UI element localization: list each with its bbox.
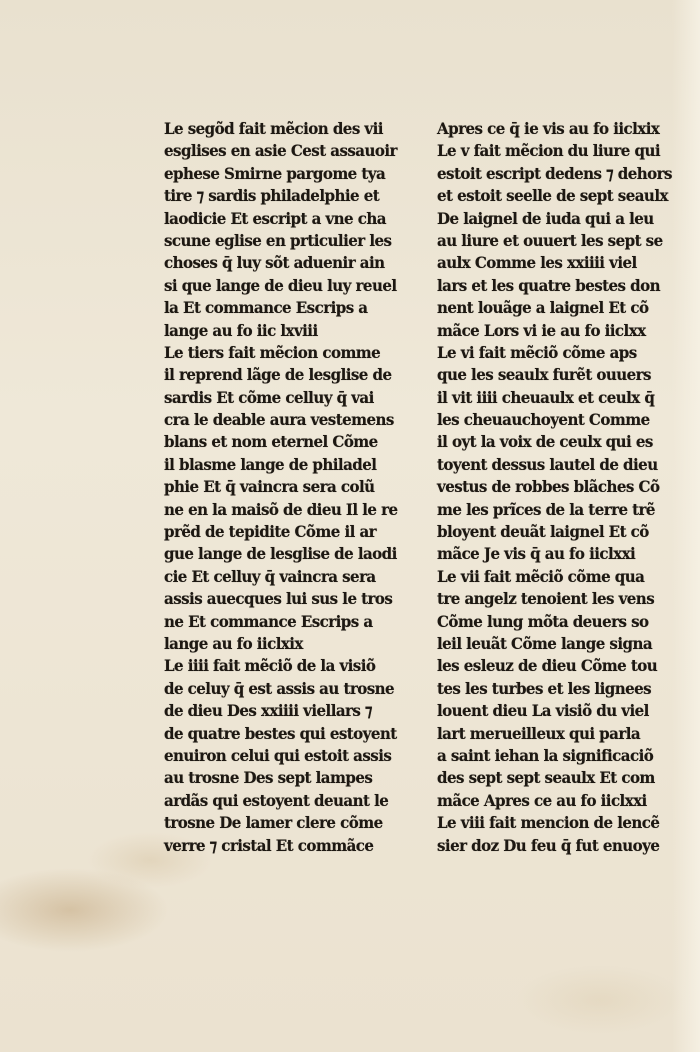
text-line: de celuy q̄ est assis au trosne	[164, 678, 395, 698]
text-line: des sept sept seaulx Et com	[437, 768, 655, 788]
text-line: cra le deable aura vestemens	[164, 410, 394, 430]
text-line: de quatre bestes qui estoyent	[164, 723, 397, 743]
text-line: la Et commance Escrips a	[164, 298, 368, 318]
text-line: et estoit seelle de sept seaulx	[437, 186, 668, 206]
text-line: gue lange de lesglise de laodi	[164, 544, 397, 564]
text-line: les cheuauchoyent Comme	[437, 410, 650, 430]
text-line: a saint iehan la significaciõ	[437, 745, 654, 765]
text-line: phie Et q̄ vaincra sera colũ	[164, 477, 375, 497]
text-line: les esleuz de dieu Cõme tou	[437, 656, 658, 676]
text-line: ardãs qui estoyent deuant le	[164, 790, 389, 810]
text-line: De laignel de iuda qui a leu	[437, 208, 654, 228]
text-line: vestus de robbes blãches Cõ	[437, 477, 660, 497]
text-line: enuiron celui qui estoit assis	[164, 745, 392, 765]
text-line: sier doz Du feu q̄ fut enuoye	[437, 835, 660, 855]
text-line: ne Et commance Escrips a	[164, 611, 373, 631]
text-line: tre angelz tenoient les vens	[437, 589, 655, 609]
right-text-column	[437, 118, 672, 857]
text-line: lange au fo iic lxviii	[164, 320, 318, 340]
text-line: Le vi fait mẽciõ cõme aps	[437, 342, 637, 362]
text-line: lars et les quatre bestes don	[437, 275, 661, 295]
text-line: laodicie Et escript a vne cha	[164, 208, 386, 228]
text-line: si que lange de dieu luy reuel	[164, 275, 397, 295]
text-line: Le viii fait mencion de lencẽ	[437, 813, 660, 833]
text-line: blans et nom eternel Cõme	[164, 432, 378, 452]
text-line: ne en la maisõ de dieu Il le re	[164, 499, 398, 519]
text-line: assis auecques lui sus le tros	[164, 589, 393, 609]
text-line: scune eglise en prticulier les	[164, 230, 392, 250]
text-line: mãce Lors vi ie au fo iiclxx	[437, 320, 646, 340]
text-line: Cõme lung mõta deuers so	[437, 611, 649, 631]
text-line: Le segõd fait mẽcion des vii	[164, 119, 383, 138]
text-line: nent louãge a laignel Et cõ	[437, 298, 649, 318]
text-line: il vit iiii cheuaulx et ceulx q̄	[437, 387, 655, 407]
text-line: estoit escript dedens ⁊ dehors	[437, 163, 672, 183]
text-line: prẽd de tepidite Cõme il ar	[164, 522, 377, 542]
text-line: il blasme lange de philadel	[164, 454, 377, 474]
text-line: me les prĩces de la terre trẽ	[437, 499, 655, 519]
text-line: il reprend lãge de lesglise de	[164, 365, 392, 385]
text-line: cie Et celluy q̄ vaincra sera	[164, 566, 376, 586]
text-line: au trosne Des sept lampes	[164, 768, 373, 788]
text-line: Le vii fait mẽciõ cõme qua	[437, 566, 645, 586]
text-line: ephese Smirne pargome tya	[164, 163, 386, 183]
text-line: lart merueilleux qui parla	[437, 723, 641, 743]
text-line: tire ⁊ sardis philadelphie et	[164, 186, 380, 206]
text-line: verre ⁊ cristal Et commãce	[164, 835, 374, 855]
text-line: que les seaulx furẽt ouuers	[437, 365, 651, 385]
text-line: toyent dessus lautel de dieu	[437, 454, 658, 474]
text-line: au liure et ouuert les sept se	[437, 230, 663, 250]
text-line: louent dieu La visiõ du viel	[437, 701, 649, 721]
text-line: esglises en asie Cest assauoir	[164, 141, 397, 161]
text-line: lange au fo iiclxix	[164, 633, 303, 653]
text-line: il oyt la voix de ceulx qui es	[437, 432, 653, 452]
text-line: sardis Et cõme celluy q̄ vai	[164, 387, 374, 407]
left-text-column	[164, 118, 398, 857]
text-line: Le tiers fait mẽcion comme	[164, 342, 381, 362]
text-line: Le v fait mẽcion du liure qui	[437, 141, 661, 161]
text-line: leil leuãt Cõme lange signa	[437, 633, 653, 653]
text-line: Apres ce q̄ ie vis au fo iiclxix	[437, 119, 660, 138]
text-line: trosne De lamer clere cõme	[164, 813, 383, 833]
text-line: mãce Apres ce au fo iiclxxi	[437, 790, 647, 810]
text-line: de dieu Des xxiiii viellars ⁊	[164, 701, 372, 721]
page-edge	[672, 0, 700, 1052]
text-line: choses q̄ luy sõt aduenir ain	[164, 253, 385, 273]
text-line: mãce Je vis q̄ au fo iiclxxi	[437, 544, 636, 564]
text-line: Le iiii fait mẽciõ de la visiõ	[164, 656, 376, 676]
text-line: aulx Comme les xxiiii viel	[437, 253, 637, 273]
text-line: tes les turbes et les lignees	[437, 678, 652, 698]
text-line: bloyent deuãt laignel Et cõ	[437, 522, 649, 542]
